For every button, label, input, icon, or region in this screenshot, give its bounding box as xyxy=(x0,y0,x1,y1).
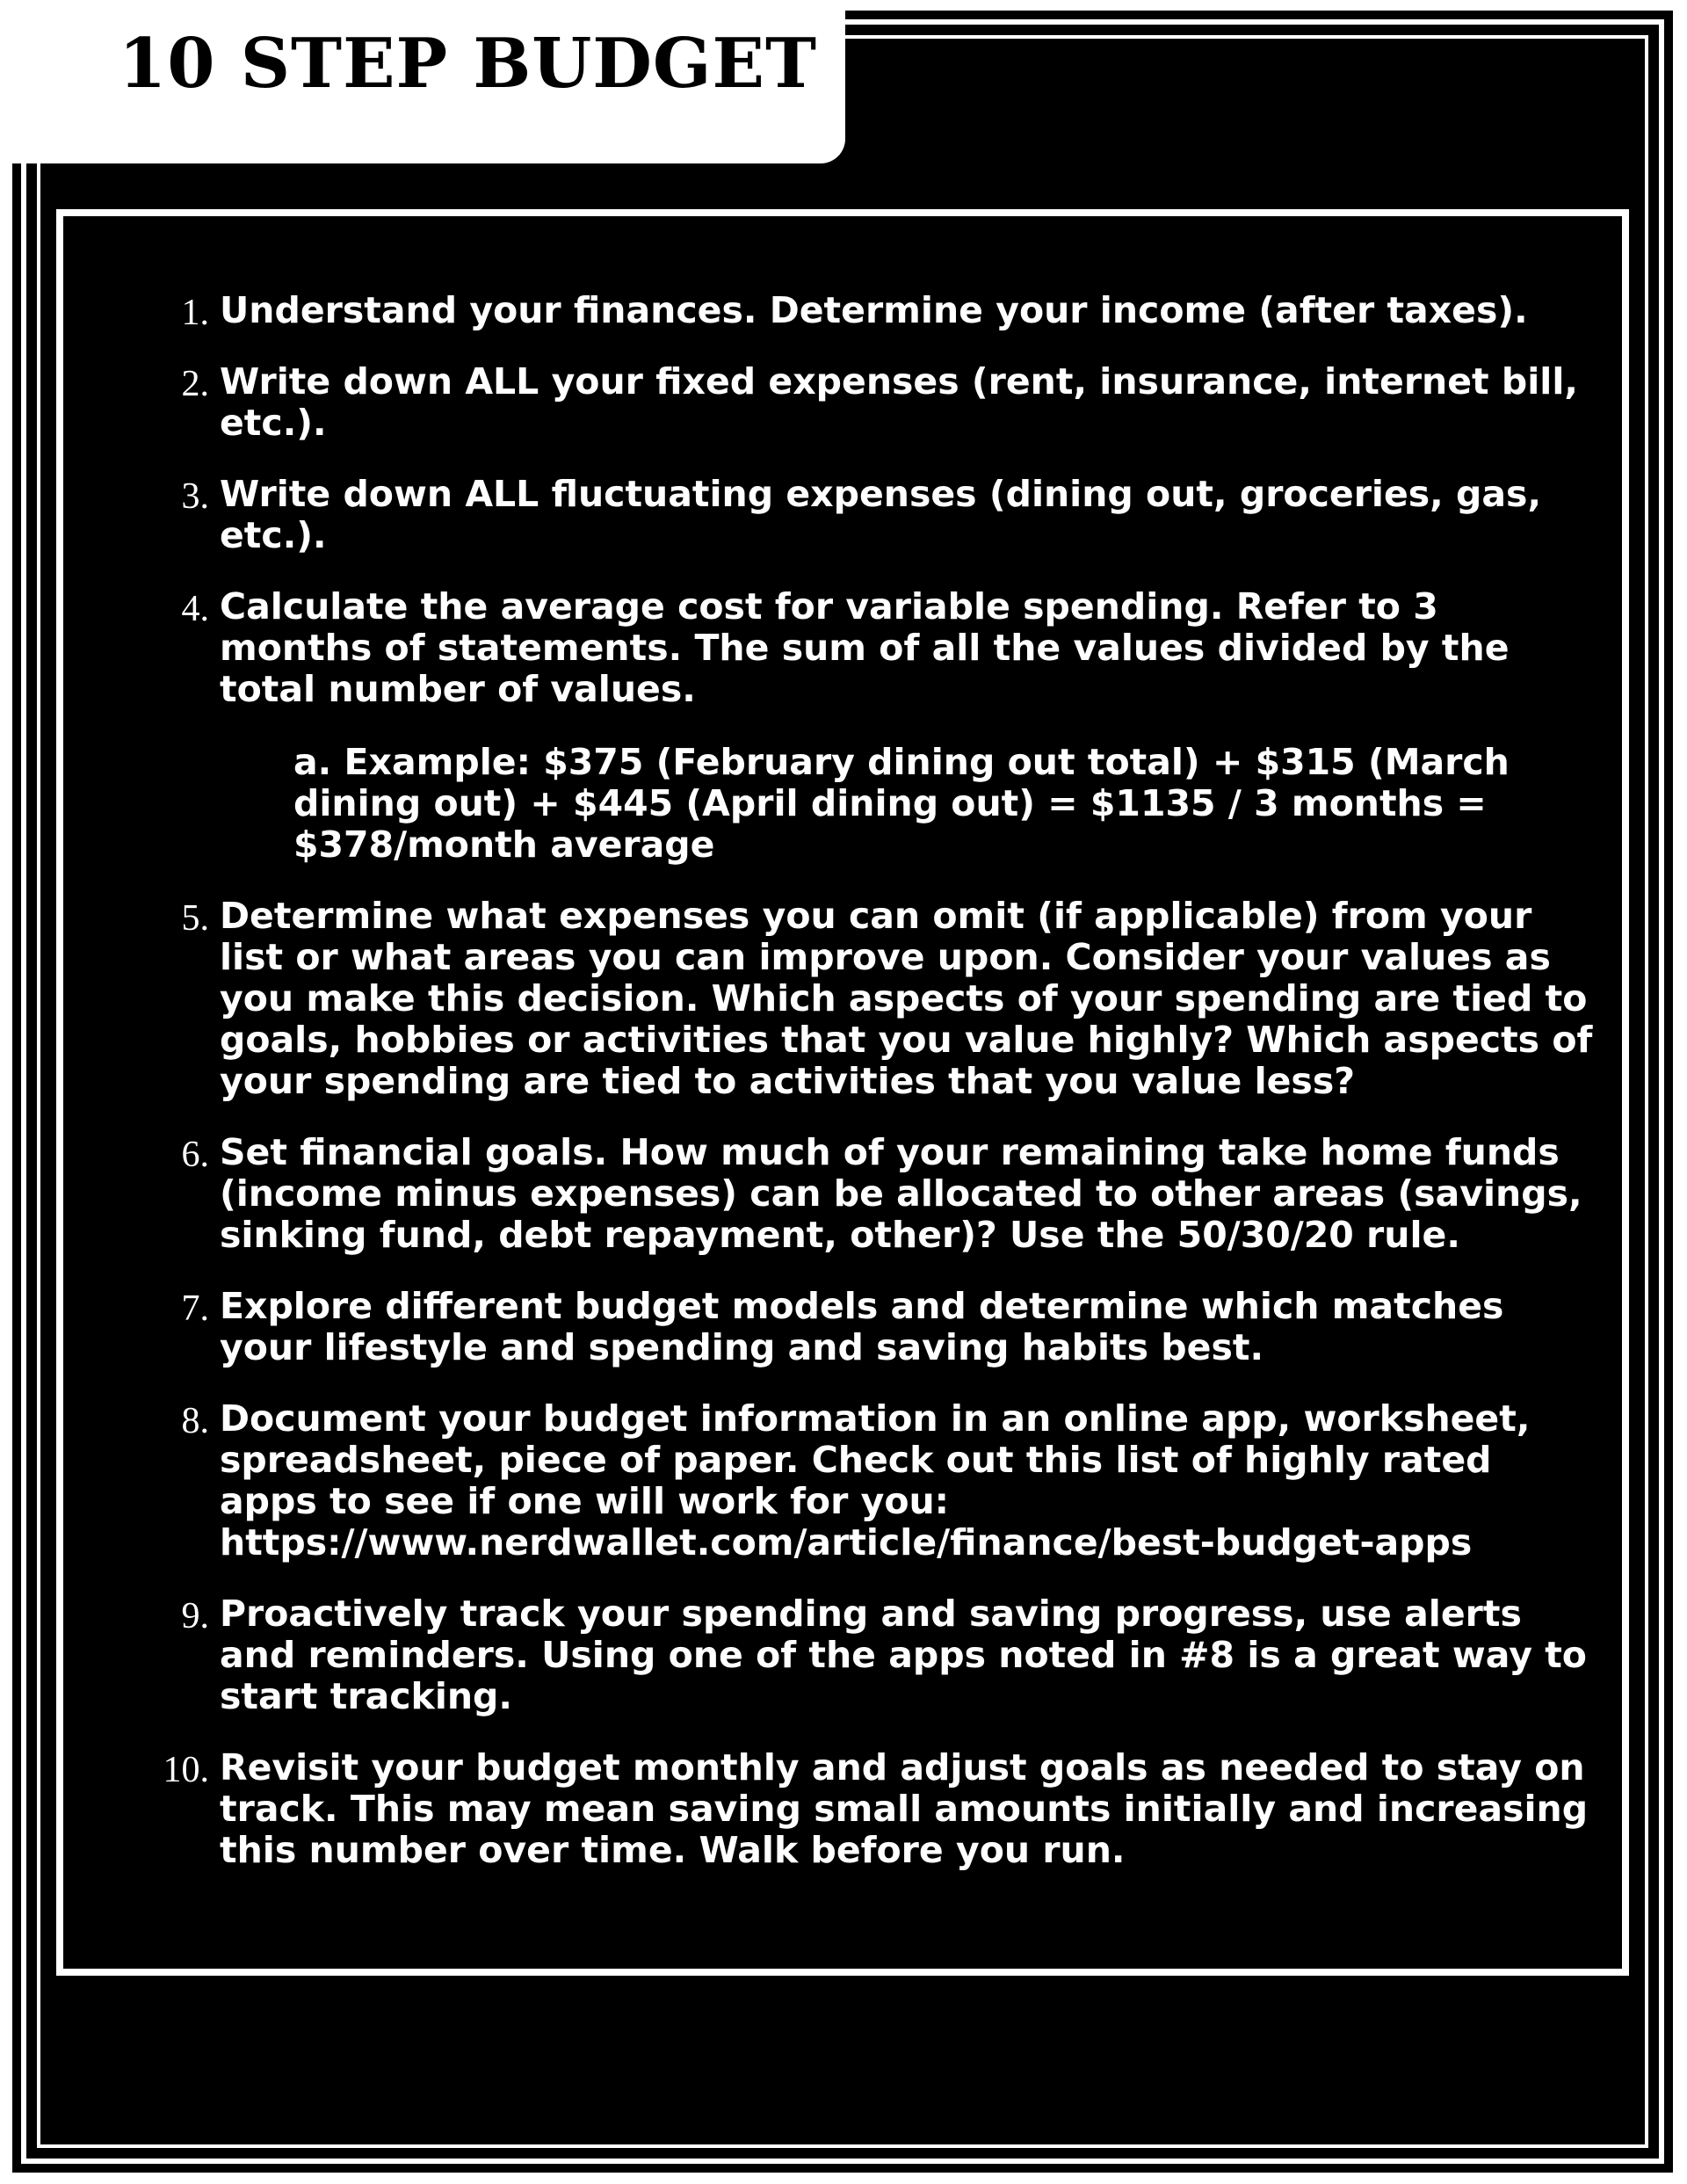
steps-panel xyxy=(56,209,1629,1976)
step-text: Write down ALL fluctuating expenses (dining out, groceries, gas, etc.). xyxy=(220,473,1542,556)
steps-list xyxy=(63,216,1622,1871)
step-number: 5. xyxy=(181,898,209,939)
step-2 xyxy=(112,361,1596,444)
step-6 xyxy=(112,1132,1596,1256)
step-8 xyxy=(112,1398,1596,1564)
step-number: 1. xyxy=(181,293,209,333)
step-text: Write down ALL your fixed expenses (rent, insurance, internet bill, etc.). xyxy=(220,360,1578,444)
step-10 xyxy=(112,1747,1596,1871)
step-text: Set financial goals. How much of your remaining take home funds (income minus expenses) can be allocated to other areas (savings, sinking fund, debt repayment, other)? Use the 50/30/20 rule. xyxy=(220,1131,1582,1256)
step-number: 3. xyxy=(181,476,209,517)
step-number: 4. xyxy=(181,589,209,629)
step-3 xyxy=(112,474,1596,556)
step-text: Document your budget information in an online app, worksheet, spreadsheet, piece of paper. Check out this list of highly rated apps to see if one will work for you: https://www.nerdwallet.com/article/finance/best-budget-apps xyxy=(220,1397,1531,1564)
step-4 xyxy=(112,586,1596,866)
step-number: 7. xyxy=(181,1288,209,1329)
step-5 xyxy=(112,896,1596,1102)
page-title: 10 STEP BUDGET xyxy=(119,24,818,104)
step-7 xyxy=(112,1286,1596,1368)
step-text: Determine what expenses you can omit (if applicable) from your list or what areas you can improve upon. Consider your values as you make this decision. Which aspects of your spending are tied to goals, hobbies or activities that you value highly? Which aspects of your spending are tied to activities that you value less? xyxy=(220,895,1593,1102)
title-tab xyxy=(0,0,845,163)
step-text: Understand your finances. Determine your income (after taxes). xyxy=(220,289,1528,331)
step-text: Revisit your budget monthly and adjust goals as needed to stay on track. This may mean saving small amounts initially and increasing this number over time. Walk before you run. xyxy=(220,1746,1589,1871)
step-number: 6. xyxy=(181,1135,209,1175)
step-number: 8. xyxy=(181,1401,209,1441)
step-text: Explore different budget models and determine which matches your lifestyle and spending and saving habits best. xyxy=(220,1285,1504,1368)
step-number: 9. xyxy=(181,1596,209,1636)
step-number: 10. xyxy=(163,1750,209,1790)
step-text: Calculate the average cost for variable spending. Refer to 3 months of statements. The sum of all the values divided by the total number of values. xyxy=(220,585,1510,710)
step-number: 2. xyxy=(181,364,209,404)
step-text: Proactively track your spending and saving progress, use alerts and reminders. Using one of the apps noted in #8 is a great way to start tracking. xyxy=(220,1593,1587,1717)
step-1 xyxy=(112,290,1596,331)
step-9 xyxy=(112,1593,1596,1717)
step-4-example: a. Example: $375 (February dining out total) + $315 (March dining out) + $445 (April dining out) = $1135 / 3 months = $378/month average xyxy=(293,741,1510,866)
